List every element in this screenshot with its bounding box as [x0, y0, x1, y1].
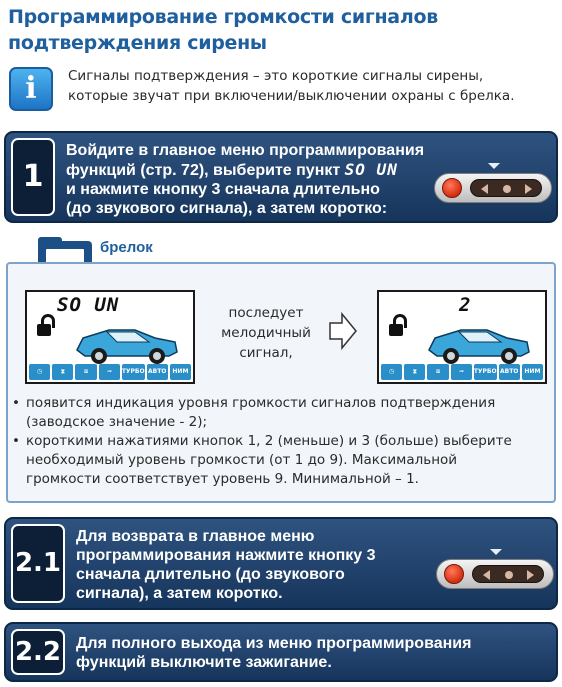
heater-icon: ≋: [75, 364, 96, 380]
key-icon: ⊸: [451, 364, 472, 380]
auto-icon: АВТО: [147, 364, 168, 380]
nim-icon: НИМ: [522, 364, 543, 380]
step-2-1-box: [4, 517, 558, 610]
step-1-line-2-text: функций (стр. 72), выберите пункт: [66, 162, 341, 179]
title-line-1: Программирование громкости сигналов: [8, 6, 438, 28]
bullet-1-line-1: • появится индикация уровня громкости сигналов подтверждения: [26, 395, 496, 411]
lcd-status-icons: [29, 364, 191, 380]
step-1-box: [4, 131, 558, 223]
info-line-1: Сигналы подтверждения – это короткие сигналы сирены,: [68, 68, 484, 84]
lcd-code: 2: [459, 294, 472, 316]
step-number-badge: 1: [11, 138, 55, 216]
info-line-2: которые звучат при включении/выключении охраны с брелка.: [68, 88, 515, 104]
step-2-1-line-3: сначала длительно (до звукового: [76, 566, 345, 583]
info-text: [68, 66, 556, 106]
mid-line-2: мелодичный: [221, 325, 311, 341]
step-1-line-3: и нажмите кнопку 3 сначала длительно: [66, 181, 380, 198]
step-number-badge: 2.2: [11, 629, 65, 675]
page-title: [8, 4, 556, 56]
step-2-1-text: [76, 527, 376, 603]
step-2-1-line-4: сигнала), а затем коротко.: [76, 585, 283, 602]
bullet-2-line-1: • короткими нажатиями кнопок 1, 2 (меньше) и 3 (больше) выберите: [26, 433, 512, 449]
nav-buttons-icon: [470, 179, 542, 197]
step-1-line-1: Войдите в главное меню программирования: [66, 142, 425, 159]
turbo-icon: ТУРБО: [122, 364, 145, 380]
info-icon: i: [9, 67, 53, 111]
car-icon: [423, 316, 533, 366]
lcd-code: SO UN: [57, 294, 120, 316]
title-line-2: подтверждения сирены: [8, 32, 267, 54]
bullet-2-line-2: необходимый уровень громкости (от 1 до 9). Максимальной: [26, 452, 458, 468]
long-press-indicator-icon: [488, 163, 500, 169]
heater-icon: ≋: [427, 364, 448, 380]
clock-icon: ◷: [29, 364, 50, 380]
bullet-1-line-2: (заводское значение - 2);: [26, 414, 208, 430]
step-2-2-text: [76, 634, 471, 672]
instruction-bullets: [12, 394, 552, 489]
bullet-item: [12, 394, 552, 432]
hourglass-icon: ⧗: [52, 364, 73, 380]
keyfob-remote-image: [436, 549, 554, 591]
red-button-icon: [442, 178, 462, 198]
mid-line-3: сигнал,: [239, 345, 293, 361]
nav-buttons-icon: [472, 565, 544, 583]
car-icon: [71, 316, 181, 366]
step-number-badge: 2.1: [11, 524, 65, 603]
lcd-display-after: [377, 290, 547, 384]
long-press-indicator-icon: [490, 549, 502, 555]
step-2-1-line-1: Для возврата в главное меню: [76, 528, 315, 545]
step-1-line-4: (до звукового сигнала), а затем коротко:: [66, 200, 388, 217]
bullet-2-line-3: громкости соответствует уровень 9. Минимальной – 1.: [26, 471, 419, 487]
lock-body: [37, 324, 51, 336]
nim-icon: НИМ: [170, 364, 191, 380]
step-2-2-line-2: функций выключите зажигание.: [76, 654, 332, 671]
step-2-2-line-1: Для полного выхода из меню программирования: [76, 635, 472, 652]
bullet-item: [12, 432, 552, 489]
clock-icon: ◷: [381, 364, 402, 380]
step-2-1-line-2: программирования нажмите кнопку 3: [76, 547, 376, 564]
red-button-icon: [444, 564, 464, 584]
step-1-line-2: [66, 160, 424, 180]
auto-icon: АВТО: [499, 364, 520, 380]
lock-body: [389, 324, 403, 336]
keyfob-remote-image: [434, 163, 552, 205]
melody-signal-text: [211, 303, 321, 363]
step-2-2-box: [4, 622, 558, 682]
lcd-status-icons: [381, 364, 543, 380]
lcd-display-before: [25, 290, 195, 384]
hourglass-icon: ⧗: [404, 364, 425, 380]
step-1-text: [66, 141, 424, 218]
mid-line-1: последует: [228, 305, 304, 321]
arrow-right-icon: [328, 311, 358, 351]
menu-code: SO UN: [344, 160, 398, 179]
section-label: брелок: [100, 239, 153, 256]
key-icon: ⊸: [99, 364, 120, 380]
turbo-icon: ТУРБО: [474, 364, 497, 380]
